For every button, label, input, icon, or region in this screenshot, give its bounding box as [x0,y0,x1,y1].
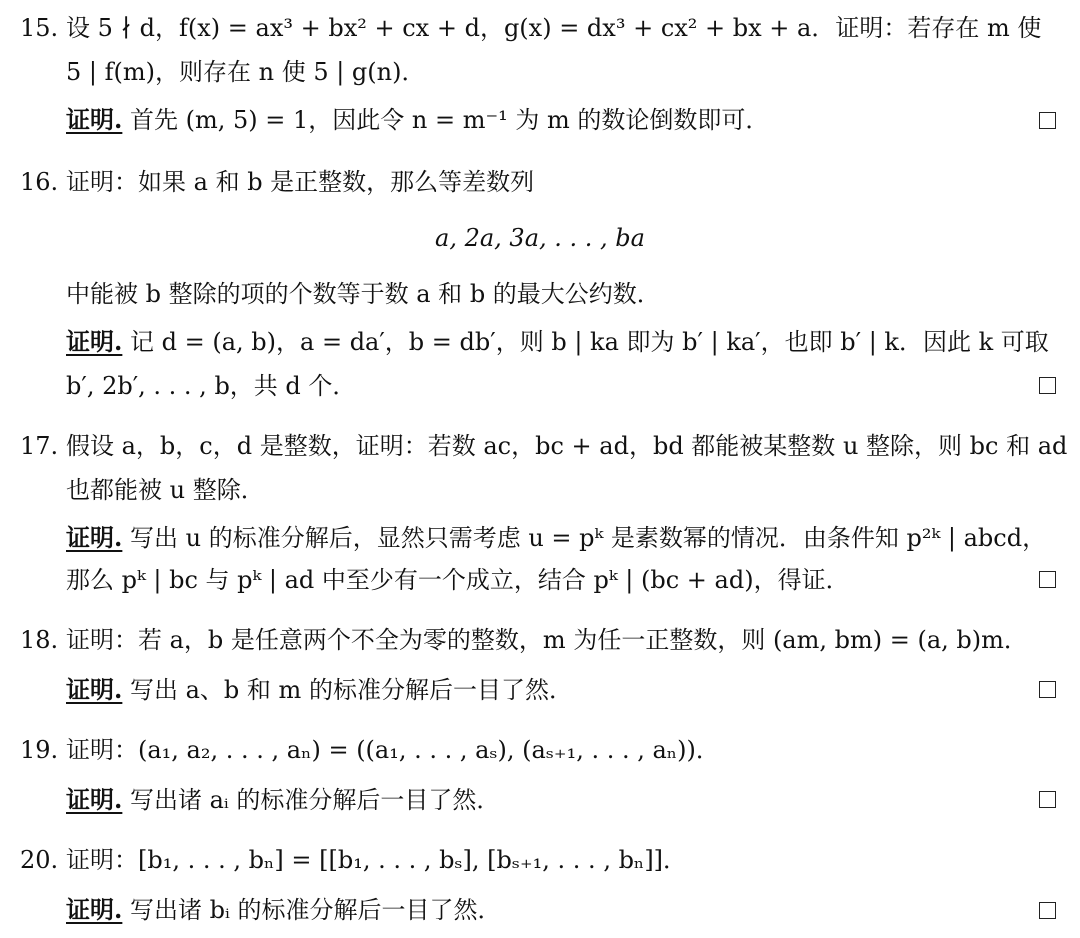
problem-20-proof [66,894,501,926]
qed-icon [1039,112,1056,129]
problem-20-statement [20,844,687,876]
problem-16-statement-cont: 中能被 b 整除的项的个数等于数 a 和 b 的最大公约数． [66,280,661,308]
problem-17-statement [20,430,1067,462]
problem-17-statement-cont: 也都能被 u 整除． [66,476,265,504]
problem-16-statement [20,166,534,198]
problem-text: 证明：若 a，b 是任意两个不全为零的整数，m 为任一正整数，则 (am, bm) = (a, b)m． [66,626,1028,654]
proof-text: 记 d = (a, b)，a = da′，b = db′，则 b | ka 即为 b′ | ka′，也即 b′ | k．因此 k 可取 [130,328,1049,356]
problem-number: 15. [20,14,59,42]
problem-number: 19. [20,736,59,764]
problem-text: 证明：[b₁, . . . , bₙ] = [[b₁, . . . , bₛ], [bₛ₊₁, . . . , bₙ]]． [66,846,688,874]
qed-icon [1039,791,1056,808]
problem-number: 18. [20,626,59,654]
problem-16-proof [66,326,1049,358]
problem-15-statement-cont: 5 | f(m)，则存在 n 使 5 | g(n)． [66,58,426,86]
proof-text: 写出 u 的标准分解后，显然只需考虑 u = pᵏ 是素数幂的情况．由条件知 p²ᵏ | abcd， [130,524,1047,552]
proof-text: 写出诸 aᵢ 的标准分解后一目了然． [130,786,501,814]
proof-label: 证明. [66,523,123,552]
problem-text: 证明：如果 a 和 b 是正整数，那么等差数列 [66,168,535,196]
problem-text: 证明：(a₁, a₂, . . . , aₙ) = ((a₁, . . . , aₛ), (aₛ₊₁, . . . , aₙ))． [66,736,720,764]
problem-15-statement [20,12,1041,44]
proof-text: 写出诸 bᵢ 的标准分解后一目了然． [130,896,502,924]
problem-number: 17. [20,432,59,460]
problem-16-display-sequence: a, 2a, 3a, . . . , ba [435,224,645,252]
proof-text: 写出 a、b 和 m 的标准分解后一目了然． [130,676,573,704]
qed-icon [1039,902,1056,919]
problem-16-proof-cont: b′, 2b′, . . . , b，共 d 个． [66,372,357,400]
problem-18-statement [20,624,1028,656]
proof-text: 首先 (m, 5) = 1，因此令 n = m⁻¹ 为 m 的数论倒数即可． [130,106,770,134]
problem-text: 假设 a，b，c，d 是整数，证明：若数 ac，bc + ad，bd 都能被某整数 u 整除，则 bc 和 ad [66,432,1068,460]
problem-number: 16. [20,168,59,196]
problem-number: 20. [20,846,59,874]
problem-17-proof-cont: 那么 pᵏ | bc 与 pᵏ | ad 中至少有一个成立，结合 pᵏ | (bc + ad)，得证． [66,566,850,594]
problem-18-proof [66,674,573,706]
qed-icon [1039,571,1056,588]
proof-label: 证明. [66,675,123,704]
problem-15-proof [66,104,769,136]
qed-icon [1039,377,1056,394]
problem-19-proof [66,784,500,816]
proof-label: 证明. [66,895,123,924]
problem-text: 设 5 ∤ d，f(x) = ax³ + bx² + cx + d，g(x) = dx³ + cx² + bx + a．证明：若存在 m 使 [66,14,1042,42]
problem-17-proof [66,522,1046,554]
proof-label: 证明. [66,327,123,356]
proof-label: 证明. [66,105,123,134]
qed-icon [1039,681,1056,698]
proof-label: 证明. [66,785,123,814]
problem-19-statement [20,734,720,766]
